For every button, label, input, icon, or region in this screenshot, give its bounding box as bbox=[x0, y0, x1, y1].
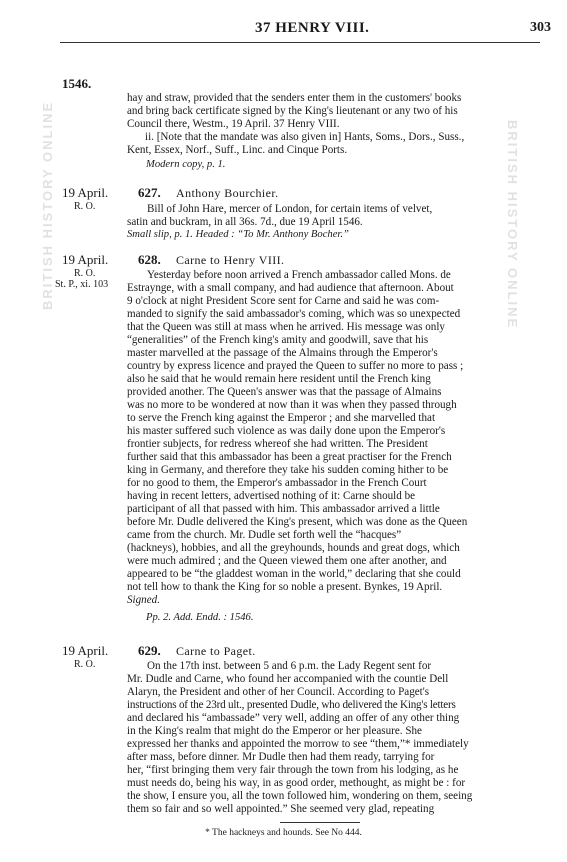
text-line: before Mr. Dudle delivered the King's present, which was done as the Queen bbox=[127, 516, 468, 528]
running-head-title: 37 HENRY VIII. bbox=[255, 20, 370, 36]
text-line: ii. [Note that the mandate was also given in] Hants, Soms., Dors., Suss., bbox=[145, 131, 465, 143]
text-line: was no more to be wondered at now than it was when they passed through bbox=[127, 399, 457, 411]
text-line: also he said that he would remain here resident until the French king bbox=[127, 373, 431, 385]
entry-number: 628. bbox=[138, 252, 161, 267]
text-line: Signed. bbox=[127, 594, 160, 606]
text-line: came from the church. Mr. Dudle set forth well the “hacques” bbox=[127, 529, 402, 541]
text-line: for no good to them, the Emperor's ambassador in the French Court bbox=[127, 477, 427, 489]
text-line: participant of all that passed with him. This ambassador arrived a little bbox=[127, 503, 440, 515]
text-line: to serve the French king against the Emperor ; and she marvelled that bbox=[127, 412, 436, 424]
text-line: her, “first bringing them very fair through the town from his lodging, as he bbox=[127, 764, 459, 776]
text-line: instructions of the 23rd ult., presented Dudle, who delivered the King's letters bbox=[127, 699, 456, 711]
text-line: Yesterday before noon arrived a French ambassador called Mons. de bbox=[147, 269, 451, 281]
entry-source: R. O. bbox=[74, 659, 96, 670]
text-line: Alaryn, the President and other of her Council. According to Paget's bbox=[127, 686, 430, 698]
text-line: 9 o'clock at night President Score sent for Carne and said he was com- bbox=[127, 295, 440, 307]
text-line: appeared to be “the gladdest woman in the world,” declaring that she could bbox=[127, 568, 461, 580]
entry-title: Anthony Bourchier. bbox=[176, 186, 279, 200]
text-line: and bring back certificate signed by the King's lieutenant or any two of his bbox=[127, 105, 458, 117]
entry-text bbox=[127, 269, 539, 607]
text-line: country by express licence and prayed the Queen to suffer no more to pass ; bbox=[127, 360, 464, 372]
entry-text bbox=[127, 203, 539, 229]
text-line: were much admired ; and the Queen viewed them one after another, and bbox=[127, 555, 447, 567]
header-rule bbox=[60, 42, 540, 43]
footnote-rule bbox=[280, 822, 360, 823]
text-line: “generalities” of the French king's amity and goodwill, save that his bbox=[127, 334, 429, 346]
text-line: satin and buckram, in all 36s. 7d., due 19 April 1546. bbox=[127, 216, 363, 228]
text-line: king in Germany, and therefore they take his sudden coming hither to be bbox=[127, 464, 449, 476]
entry-date: 19 April. bbox=[62, 643, 109, 658]
text-line: provided another. The Queen's answer was that the passage of Almains bbox=[127, 386, 442, 398]
entry-note: Small slip, p. 1. Headed : “To Mr. Anthony Bocher.” bbox=[127, 229, 349, 240]
entry-title: Carne to Paget. bbox=[176, 644, 256, 658]
watermark-left: BRITISH HISTORY ONLINE bbox=[40, 100, 55, 310]
entry-number: 629. bbox=[138, 643, 161, 658]
text-line: manded to signify the said ambassador's coming, which was so unexpected bbox=[127, 308, 461, 320]
entry-title: Carne to Henry VIII. bbox=[176, 253, 285, 267]
watermark-right: BRITISH HISTORY ONLINE bbox=[505, 120, 520, 330]
text-line: not tell how to thank the King for so noble a present. Bynkes, 19 April. bbox=[127, 581, 443, 593]
entry-text bbox=[127, 660, 539, 816]
entry-note: Pp. 2. Add. Endd. : 1546. bbox=[146, 612, 254, 623]
text-line: the show, I ensure you, all the town followed him, wondering on them, seeing bbox=[127, 790, 473, 802]
text-line: his master suffered such violence as was daily done upon the Emperor's bbox=[127, 425, 446, 437]
entry-date: 19 April. bbox=[62, 252, 109, 267]
continuation-note: Modern copy, p. 1. bbox=[146, 159, 226, 170]
text-line: in the King's realm that might do the Emperor or her pleasure. She bbox=[127, 725, 422, 737]
year-marker: 1546. bbox=[62, 76, 92, 91]
text-line: Bill of John Hare, mercer of London, for certain items of velvet, bbox=[147, 203, 433, 215]
text-line: having in recent letters, advertised nothing of it: Carne should be bbox=[127, 490, 416, 502]
text-line: master marvelled at the passage of the Almains through the Emperor's bbox=[127, 347, 438, 359]
text-line: further said that this ambassador has been a great practiser for the French bbox=[127, 451, 452, 463]
text-line: that the Queen was still at mass when he arrived. His message was only bbox=[127, 321, 445, 333]
entry-source-secondary: St. P., xi. 103 bbox=[55, 279, 109, 290]
entry-source: R. O. bbox=[74, 201, 96, 212]
text-line: (hackneys), hobbies, and all the greyhounds, hounds and great dogs, which bbox=[127, 542, 460, 554]
text-line: Mr. Dudle and Carne, who found her accompanied with the countie Dell bbox=[127, 673, 449, 685]
text-line: hay and straw, provided that the senders enter them in the customers' books bbox=[127, 92, 462, 104]
text-line: Council there, Westm., 19 April. 37 Henry VIII. bbox=[127, 118, 340, 130]
text-line: after mass, before dinner. Mr Dudle then had them ready, tarrying for bbox=[127, 751, 435, 763]
entry-source: R. O. bbox=[74, 268, 96, 279]
entry-number: 627. bbox=[138, 185, 161, 200]
text-line: them so fair and so well appointed.” She seemed very glad, repeating bbox=[127, 803, 435, 815]
text-line: Kent, Essex, Norf., Suff., Linc. and Cinque Ports. bbox=[127, 144, 348, 156]
entry-date: 19 April. bbox=[62, 185, 109, 200]
continuation-text bbox=[127, 92, 539, 157]
text-line: must needs do, being his way, in as good order, methought, as might be : for bbox=[127, 777, 466, 789]
page-number: 303 bbox=[530, 20, 551, 35]
text-line: On the 17th inst. between 5 and 6 p.m. the Lady Regent sent for bbox=[147, 660, 432, 672]
text-line: and declared his “ambassade” very well, adding an offer of any other thing bbox=[127, 712, 460, 724]
text-line: frontier subjects, for redress whereof she had written. The President bbox=[127, 438, 428, 450]
text-line: expressed her thanks and appointed the morrow to see “them,”* immediately bbox=[127, 738, 469, 750]
text-line: Estraynge, with a small company, and had audience that afternoon. About bbox=[127, 282, 454, 294]
footnote: * The hackneys and hounds. See No 444. bbox=[205, 828, 362, 838]
